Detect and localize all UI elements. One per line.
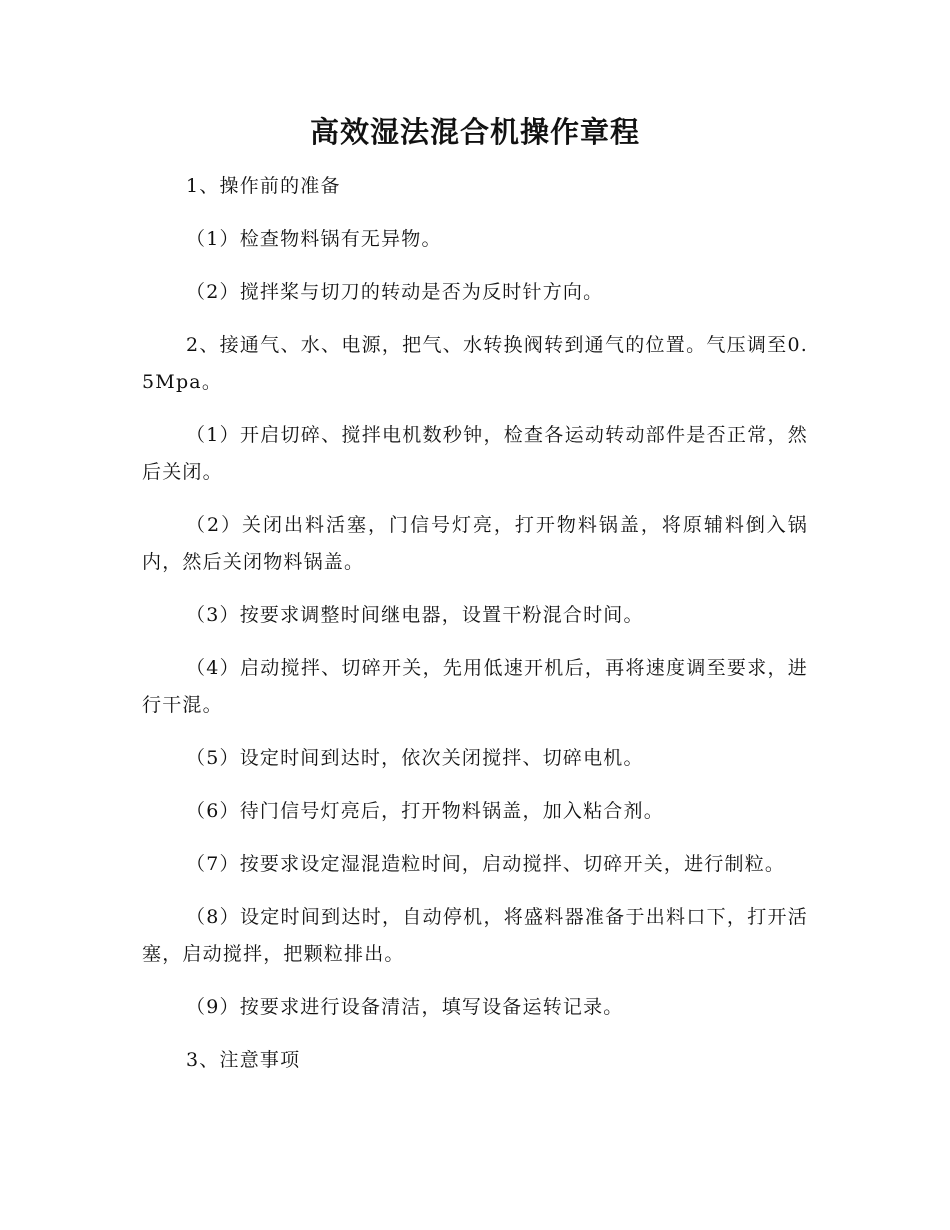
paragraph-step: （3）按要求调整时间继电器，设置干粉混合时间。 [186,604,644,626]
paragraph-step: （6）待门信号灯亮后，打开物料锅盖，加入粘合剂。 [186,800,664,822]
paragraph-step: （1）开启切碎、搅拌电机数秒钟，检查各运动转动部件是否正常，然后关闭。 [142,424,808,483]
section-heading-notes: 3、注意事项 [186,1049,301,1071]
section-heading-connect: 2、接通气、水、电源，把气、水转换阀转到通气的位置。气压调至0.5Mpa。 [142,334,808,393]
paragraph-step: （8）设定时间到达时，自动停机，将盛料器准备于出料口下，打开活塞，启动搅拌，把颗粒排出。 [142,906,808,965]
document-body [142,168,808,1095]
paragraph-step: （4）启动搅拌、切碎开关，先用低速开机后，再将速度调至要求，进行干混。 [142,657,808,716]
document-title: 高效湿法混合机操作章程 [309,115,640,149]
paragraph-step: （2）搅拌桨与切刀的转动是否为反时针方向。 [186,281,604,303]
section-heading-preparation: 1、操作前的准备 [186,175,341,197]
paragraph-step: （5）设定时间到达时，依次关闭搅拌、切碎电机。 [186,747,644,769]
paragraph-step: （1）检查物料锅有无异物。 [186,228,442,250]
paragraph-step: （9）按要求进行设备清洁，填写设备运转记录。 [186,996,624,1018]
paragraph-step: （2）关闭出料活塞，门信号灯亮，打开物料锅盖，将原辅料倒入锅内，然后关闭物料锅盖。 [142,514,808,573]
paragraph-step: （7）按要求设定湿混造粒时间，启动搅拌、切碎开关，进行制粒。 [186,853,786,875]
